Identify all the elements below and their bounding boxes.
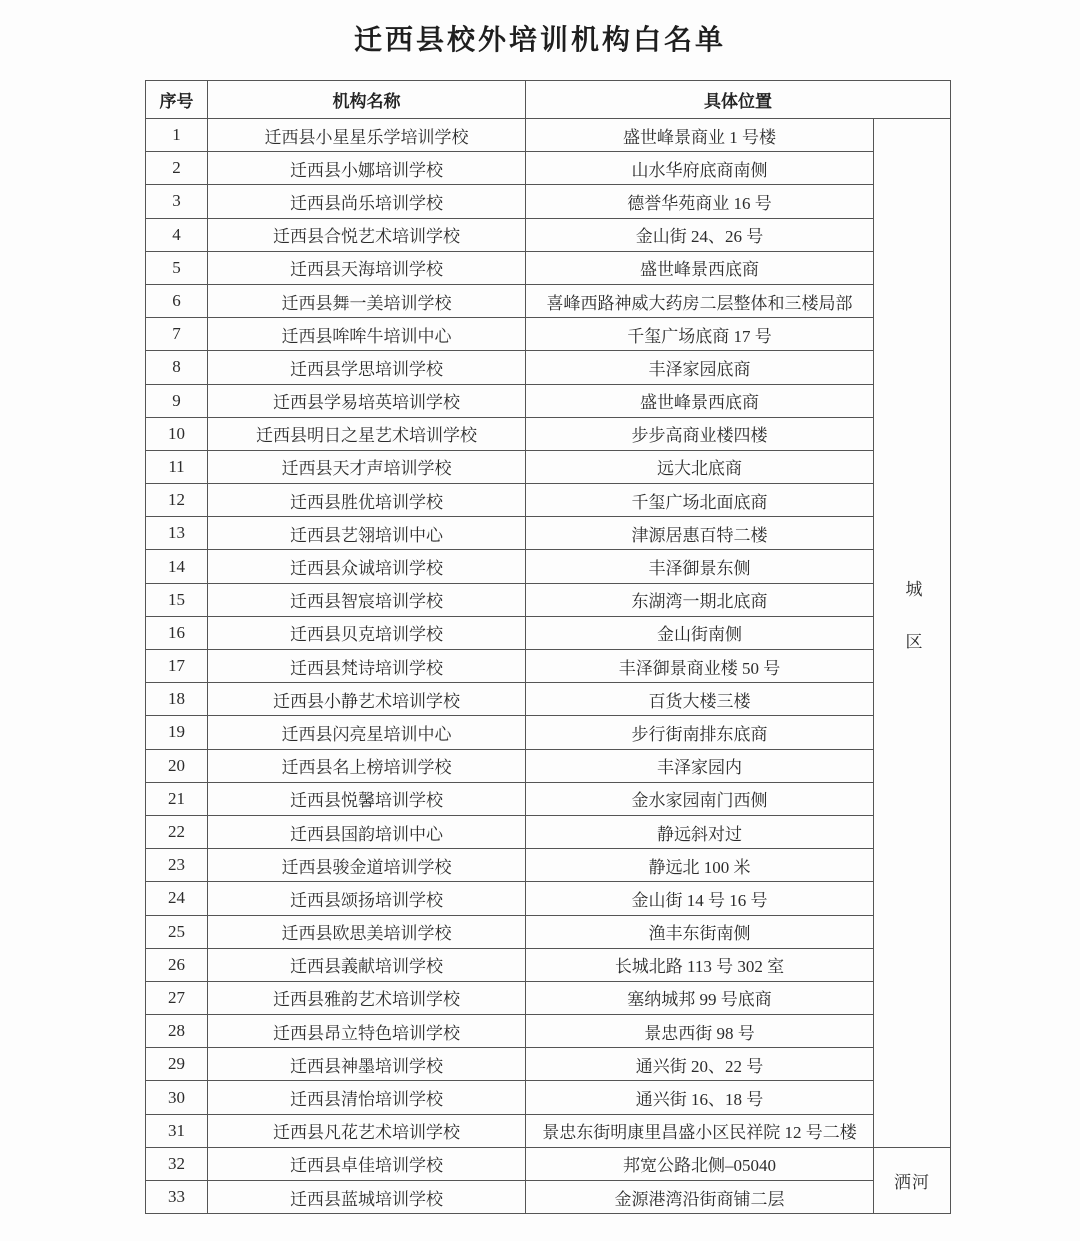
cell-institution-name: 迁西县国韵培训中心 (208, 815, 526, 848)
cell-institution-name: 迁西县昂立特色培训学校 (208, 1015, 526, 1048)
cell-location: 景忠西街 98 号 (526, 1015, 874, 1048)
table-row (146, 152, 951, 185)
cell-location: 通兴街 20、22 号 (526, 1048, 874, 1081)
cell-index: 7 (146, 318, 208, 351)
cell-index: 11 (146, 450, 208, 483)
table-row (146, 484, 951, 517)
table-row (146, 1015, 951, 1048)
cell-institution-name: 迁西县卓佳培训学校 (208, 1147, 526, 1180)
header-location: 具体位置 (526, 81, 951, 119)
table-row (146, 1181, 951, 1214)
header-name: 机构名称 (208, 81, 526, 119)
table-row (146, 284, 951, 317)
table-row (146, 384, 951, 417)
cell-location: 百货大楼三楼 (526, 683, 874, 716)
cell-institution-name: 迁西县小娜培训学校 (208, 152, 526, 185)
cell-index: 27 (146, 981, 208, 1014)
cell-location: 金源港湾沿街商铺二层 (526, 1181, 874, 1214)
cell-institution-name: 迁西县学易培英培训学校 (208, 384, 526, 417)
cell-location: 千玺广场底商 17 号 (526, 318, 874, 351)
cell-index: 25 (146, 915, 208, 948)
cell-institution-name: 迁西县神墨培训学校 (208, 1048, 526, 1081)
cell-location: 通兴街 16、18 号 (526, 1081, 874, 1114)
table-row (146, 616, 951, 649)
header-index: 序号 (146, 81, 208, 119)
cell-location: 景忠东街明康里昌盛小区民祥院 12 号二楼 (526, 1114, 874, 1147)
cell-institution-name: 迁西县贝克培训学校 (208, 616, 526, 649)
cell-institution-name: 迁西县雅韵艺术培训学校 (208, 981, 526, 1014)
cell-location: 金山街南侧 (526, 616, 874, 649)
cell-institution-name: 迁西县義献培训学校 (208, 948, 526, 981)
cell-location: 长城北路 113 号 302 室 (526, 948, 874, 981)
cell-location: 金山街 14 号 16 号 (526, 882, 874, 915)
cell-index: 17 (146, 650, 208, 683)
cell-location: 步行街南排东底商 (526, 716, 874, 749)
cell-index: 29 (146, 1048, 208, 1081)
cell-index: 21 (146, 782, 208, 815)
table-row (146, 716, 951, 749)
cell-index: 22 (146, 815, 208, 848)
table-row (146, 251, 951, 284)
cell-location: 金水家园南门西侧 (526, 782, 874, 815)
table-row (146, 550, 951, 583)
table-row (146, 1048, 951, 1081)
cell-index: 4 (146, 218, 208, 251)
table-row (146, 683, 951, 716)
cell-index: 15 (146, 583, 208, 616)
cell-location: 喜峰西路神威大药房二层整体和三楼局部 (526, 284, 874, 317)
cell-institution-name: 迁西县小星星乐学培训学校 (208, 119, 526, 152)
cell-location: 丰泽御景东侧 (526, 550, 874, 583)
table-body (146, 119, 951, 1214)
cell-index: 8 (146, 351, 208, 384)
page-title: 迁西县校外培训机构白名单 (353, 25, 726, 56)
table-row (146, 185, 951, 218)
cell-location: 金山街 24、26 号 (526, 218, 874, 251)
cell-location: 盛世峰景商业 1 号楼 (526, 119, 874, 152)
cell-institution-name: 迁西县哞哞牛培训中心 (208, 318, 526, 351)
table-row (146, 849, 951, 882)
cell-institution-name: 迁西县艺翎培训中心 (208, 517, 526, 550)
table-row (146, 1081, 951, 1114)
cell-institution-name: 迁西县悦馨培训学校 (208, 782, 526, 815)
table-row (146, 583, 951, 616)
cell-index: 13 (146, 517, 208, 550)
table-row (146, 749, 951, 782)
cell-institution-name: 迁西县凡花艺术培训学校 (208, 1114, 526, 1147)
cell-location: 盛世峰景西底商 (526, 384, 874, 417)
table-row (146, 417, 951, 450)
cell-location: 德誉华苑商业 16 号 (526, 185, 874, 218)
table-row (146, 218, 951, 251)
cell-index: 1 (146, 119, 208, 152)
cell-index: 5 (146, 251, 208, 284)
cell-region: 洒河 (874, 1147, 951, 1213)
cell-institution-name: 迁西县小静艺术培训学校 (208, 683, 526, 716)
cell-index: 18 (146, 683, 208, 716)
cell-location: 丰泽家园底商 (526, 351, 874, 384)
table-row (146, 517, 951, 550)
cell-index: 16 (146, 616, 208, 649)
cell-location: 步步高商业楼四楼 (526, 417, 874, 450)
table-row (146, 948, 951, 981)
cell-location: 塞纳城邦 99 号底商 (526, 981, 874, 1014)
table-row (146, 815, 951, 848)
cell-index: 30 (146, 1081, 208, 1114)
table-row (146, 915, 951, 948)
cell-institution-name: 迁西县学思培训学校 (208, 351, 526, 384)
cell-institution-name: 迁西县颂扬培训学校 (208, 882, 526, 915)
cell-index: 26 (146, 948, 208, 981)
cell-index: 2 (146, 152, 208, 185)
cell-location: 千玺广场北面底商 (526, 484, 874, 517)
cell-index: 32 (146, 1147, 208, 1180)
cell-location: 静远斜对过 (526, 815, 874, 848)
cell-location: 山水华府底商南侧 (526, 152, 874, 185)
cell-location: 邦宽公路北侧–05040 (526, 1147, 874, 1180)
cell-location: 静远北 100 米 (526, 849, 874, 882)
cell-index: 12 (146, 484, 208, 517)
cell-index: 28 (146, 1015, 208, 1048)
cell-index: 31 (146, 1114, 208, 1147)
cell-institution-name: 迁西县蓝城培训学校 (208, 1181, 526, 1214)
cell-index: 10 (146, 417, 208, 450)
cell-index: 9 (146, 384, 208, 417)
cell-location: 远大北底商 (526, 450, 874, 483)
cell-index: 33 (146, 1181, 208, 1214)
cell-location: 丰泽御景商业楼 50 号 (526, 650, 874, 683)
cell-institution-name: 迁西县天海培训学校 (208, 251, 526, 284)
cell-index: 3 (146, 185, 208, 218)
table-row (146, 882, 951, 915)
header-row (146, 81, 951, 119)
cell-region: 城区 (874, 119, 951, 1148)
cell-location: 盛世峰景西底商 (526, 251, 874, 284)
cell-institution-name: 迁西县清怡培训学校 (208, 1081, 526, 1114)
cell-institution-name: 迁西县天才声培训学校 (208, 450, 526, 483)
table-row (146, 450, 951, 483)
table-row (146, 1147, 951, 1180)
cell-institution-name: 迁西县胜优培训学校 (208, 484, 526, 517)
cell-index: 19 (146, 716, 208, 749)
cell-location: 渔丰东街南侧 (526, 915, 874, 948)
cell-index: 23 (146, 849, 208, 882)
cell-location: 东湖湾一期北底商 (526, 583, 874, 616)
whitelist-table (145, 80, 951, 1214)
cell-institution-name: 迁西县众诚培训学校 (208, 550, 526, 583)
cell-institution-name: 迁西县骏金道培训学校 (208, 849, 526, 882)
cell-index: 24 (146, 882, 208, 915)
cell-institution-name: 迁西县名上榜培训学校 (208, 749, 526, 782)
cell-institution-name: 迁西县舞一美培训学校 (208, 284, 526, 317)
table-row (146, 119, 951, 152)
cell-institution-name: 迁西县明日之星艺术培训学校 (208, 417, 526, 450)
cell-institution-name: 迁西县闪亮星培训中心 (208, 716, 526, 749)
table-row (146, 351, 951, 384)
cell-institution-name: 迁西县尚乐培训学校 (208, 185, 526, 218)
cell-index: 20 (146, 749, 208, 782)
table-row (146, 650, 951, 683)
table-row (146, 782, 951, 815)
cell-institution-name: 迁西县欧思美培训学校 (208, 915, 526, 948)
cell-index: 6 (146, 284, 208, 317)
cell-location: 津源居惠百特二楼 (526, 517, 874, 550)
cell-institution-name: 迁西县智宸培训学校 (208, 583, 526, 616)
cell-location: 丰泽家园内 (526, 749, 874, 782)
cell-institution-name: 迁西县合悦艺术培训学校 (208, 218, 526, 251)
table-row (146, 981, 951, 1014)
cell-index: 14 (146, 550, 208, 583)
cell-institution-name: 迁西县梵诗培训学校 (208, 650, 526, 683)
table-row (146, 1114, 951, 1147)
table-row (146, 318, 951, 351)
